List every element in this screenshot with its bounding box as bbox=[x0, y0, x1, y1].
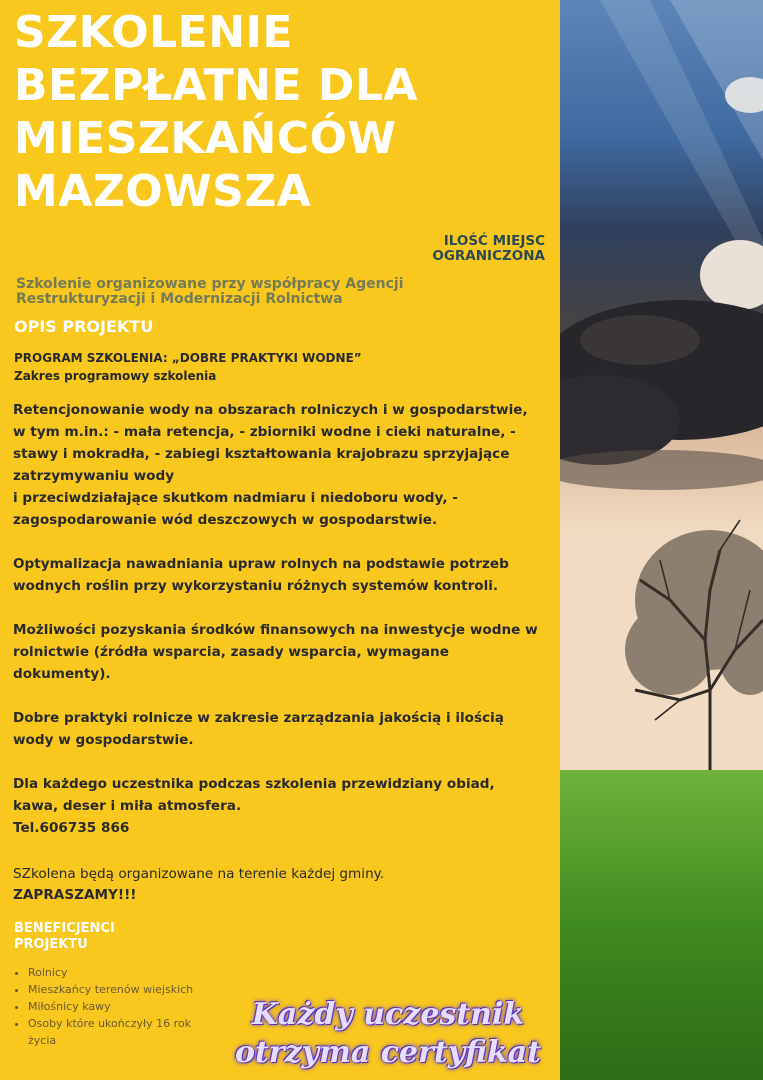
paragraph-catering: Dla każdego uczestnika podczas szkolenia przewidziany obiad, kawa, deser i miła atmosfera. bbox=[13, 776, 495, 814]
list-item: • Mieszkańcy terenów wiejskich bbox=[28, 981, 198, 998]
location-note bbox=[13, 864, 533, 906]
list-item: • Osoby które ukończyły 16 rok życia bbox=[28, 1015, 198, 1049]
list-item: • Miłośnicy kawy bbox=[28, 998, 198, 1015]
paragraph-irrigation: Optymalizacja nawadniania upraw rolnych na podstawie potrzeb wodnych roślin przy wykorzystaniu różnych systemów kontroli. bbox=[13, 556, 509, 594]
beneficiaries-list bbox=[14, 964, 198, 1049]
phone-number: Tel.606735 866 bbox=[13, 820, 130, 836]
paragraph-good-practices: Dobre praktyki rolnicze w zakresie zarządzania jakością i ilością wody w gospodarstwie. bbox=[13, 710, 504, 748]
section-heading-opis: OPIS PROJEKTU bbox=[14, 317, 154, 336]
program-block bbox=[14, 349, 534, 385]
paragraph-funding: Możliwości pozyskania środków finansowych na inwestycje wodne w rolnictwie (źródła wsparcia, zasady wsparcia, wymagane dokumenty). bbox=[13, 622, 538, 682]
invite-text: ZAPRASZAMY!!! bbox=[13, 887, 137, 903]
paragraph-retention: Retencjonowanie wody na obszarach rolniczych i w gospodarstwie, w tym m.in.: - mała retencja, - zbiorniki wodne i cieki naturalne, - stawy i mokradła, - zabiegi kształtowania krajobrazu sprzyjające zatrzymywaniu wody i przeciwdziałające skutkom nadmiaru i niedoboru wody, - zagospodarowanie wód deszczowych w gospodarstwie. bbox=[13, 402, 528, 528]
landscape-photo bbox=[560, 0, 763, 1080]
list-item: • Rolnicy bbox=[28, 964, 198, 981]
program-title: PROGRAM SZKOLENIA: „DOBRE PRAKTYKI WODNE” bbox=[14, 351, 362, 365]
section-heading-beneficjenci: BENEFICJENCI PROJEKTU bbox=[14, 921, 115, 952]
program-subtitle: Zakres programowy szkolenia bbox=[14, 369, 217, 383]
organizer-note: Szkolenie organizowane przy współpracy Agencji Restrukturyzacji i Modernizacji Rolnictwa bbox=[16, 276, 404, 307]
program-description bbox=[13, 399, 543, 861]
gminy-text: SZkolena będą organizowane na terenie każdej gminy. bbox=[13, 866, 385, 882]
poster-title: SZKOLENIE BEZPŁATNE DLA MIESZKAŃCÓW MAZOWSZA bbox=[14, 7, 418, 217]
certificate-banner: Każdy uczestnik otrzyma certyfikat bbox=[234, 997, 542, 1070]
limited-places-note: ILOŚĆ MIEJSC OGRANICZONA bbox=[432, 233, 545, 264]
